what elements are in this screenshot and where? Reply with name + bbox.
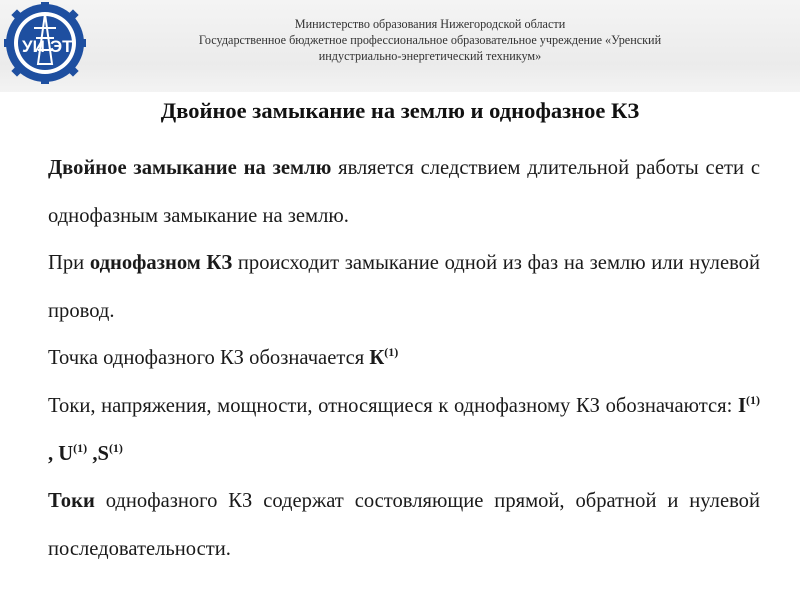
term-double-fault: Двойное замыкание на землю [48, 157, 332, 179]
institution-header [110, 16, 750, 64]
separator-2: , [87, 442, 98, 465]
current-symbol-sup: (1) [746, 393, 760, 408]
logo-text-right: ЭТ [50, 37, 73, 56]
point-symbol-sup: (1) [384, 345, 399, 360]
term-single-phase: однофазном КЗ [89, 252, 233, 275]
header-line-institution: Государственное бюджетное профессиональное образовательное учреждение «Уренский [198, 33, 662, 47]
quantities-text: Токи, напряжения, мощности, относящиеся к однофазному КЗ обозначаются: [48, 394, 738, 417]
paragraph-sequence-text: однофазного КЗ содержат состовляющие прямой, обратной и нулевой последовательности. [48, 490, 760, 560]
slide-content [48, 145, 760, 573]
paragraph-single-phase [48, 240, 760, 335]
point-notation-text: Точка однофазного КЗ обозначается [48, 347, 370, 370]
term-currents: Токи [48, 490, 95, 513]
paragraph-quantities-notation [48, 383, 760, 478]
voltage-symbol-sup: (1) [73, 440, 88, 455]
voltage-symbol: U [58, 442, 74, 465]
point-symbol: К [369, 347, 385, 370]
paragraph-point-notation [48, 335, 760, 383]
header-line-ministry: Министерство образования Нижегородской области [294, 17, 566, 31]
power-symbol-sup: (1) [108, 440, 123, 455]
logo-text-left: УИ [22, 37, 45, 56]
paragraph-double-fault [48, 145, 760, 240]
college-logo-icon [4, 2, 86, 84]
paragraph-double-fault-text: является следствием длительной работы сети с однофазным замыкание на землю. [48, 157, 760, 227]
paragraph-single-phase-start: При [48, 252, 90, 275]
power-symbol: S [97, 442, 109, 465]
header-line-institution-cont: индустриально-энергетический техникум» [318, 49, 542, 63]
separator-1: , [48, 442, 59, 465]
paragraph-single-phase-text: происходит замыкание одной из фаз на землю или нулевой провод. [48, 252, 760, 322]
paragraph-sequence-components [48, 478, 760, 573]
current-symbol: I [737, 394, 746, 417]
slide-title: Двойное замыкание на землю и однофазное КЗ [160, 98, 640, 123]
